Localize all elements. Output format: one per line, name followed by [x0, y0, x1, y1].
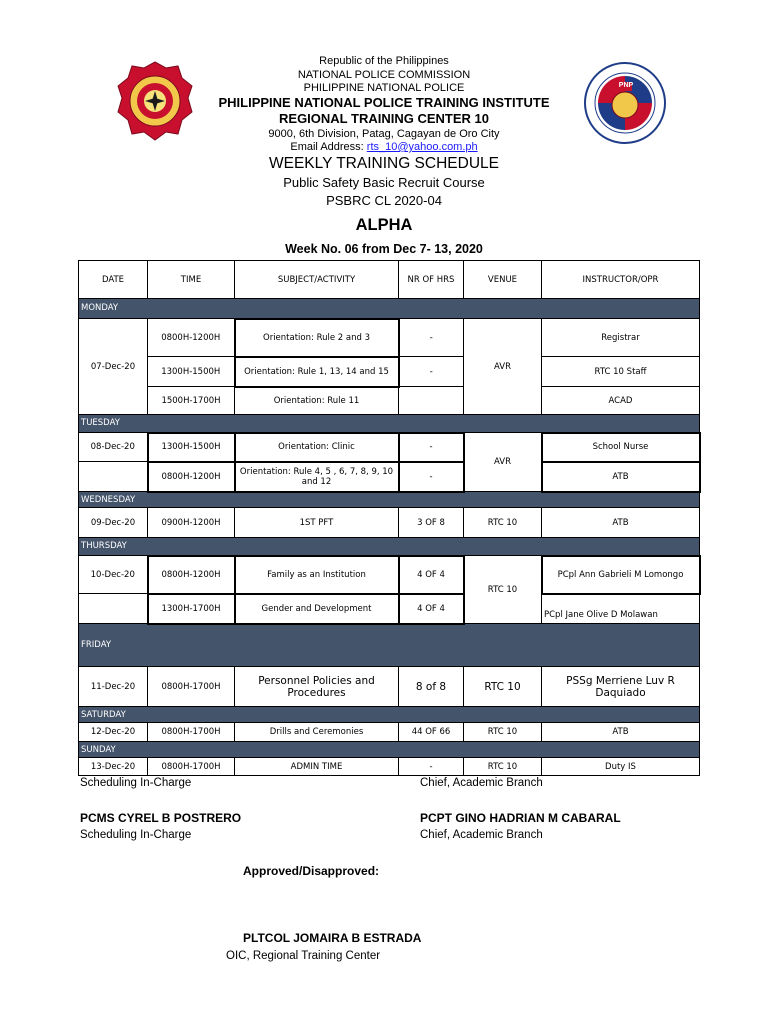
- day-row-monday: [79, 299, 700, 319]
- institute-title: PHILIPPINE NATIONAL POLICE TRAINING INSTITUTE: [218, 95, 550, 110]
- date-cell: 10-Dec-20: [79, 556, 148, 594]
- table-row: [79, 387, 700, 415]
- time-cell: 0800H-1700H: [148, 667, 235, 707]
- col-instructor: INSTRUCTOR/OPR: [542, 261, 700, 299]
- date-cell-empty: [79, 462, 148, 492]
- top-right-role: Chief, Academic Branch: [420, 777, 543, 789]
- table-row: [79, 508, 700, 538]
- day-label: FRIDAY: [79, 624, 700, 667]
- instructor-cell: PCpl Jane Olive D Molawan: [542, 594, 700, 624]
- col-subject: SUBJECT/ACTIVITY: [235, 261, 399, 299]
- col-date: DATE: [79, 261, 148, 299]
- day-row-thursday: [79, 538, 700, 556]
- table-row: [79, 433, 700, 462]
- table-header-row: [79, 261, 700, 299]
- schedule-table: [78, 260, 701, 776]
- email-link[interactable]: rts_10@yahoo.com.ph: [366, 141, 478, 153]
- time-cell: 1300H-1500H: [148, 357, 235, 387]
- table-row: [79, 594, 700, 624]
- subject-cell: Orientation: Rule 4, 5 , 6, 7, 8, 9, 10 and 12: [235, 462, 399, 492]
- subject-cell: ADMIN TIME: [235, 758, 399, 776]
- instructor-cell: ACAD: [542, 387, 700, 415]
- instructor-cell: ATB: [542, 508, 700, 538]
- instructor-cell: Registrar: [542, 319, 700, 357]
- chief-name: PCPT GINO HADRIAN M CABARAL: [420, 811, 621, 825]
- scheduling-name: PCMS CYREL B POSTRERO: [80, 811, 242, 825]
- subject-cell: Gender and Development: [235, 594, 399, 624]
- republic-line: Republic of the Philippines: [319, 55, 449, 67]
- hours-cell: -: [399, 319, 464, 357]
- table-row: [79, 462, 700, 492]
- col-venue: VENUE: [464, 261, 542, 299]
- time-cell: 1300H-1500H: [148, 433, 235, 462]
- hours-cell: 4 OF 4: [399, 594, 464, 624]
- date-cell: 11-Dec-20: [79, 667, 148, 707]
- hours-cell: 8 of 8: [399, 667, 464, 707]
- hours-cell: -: [399, 758, 464, 776]
- address: 9000, 6th Division, Patag, Cagayan de Oro City: [268, 128, 500, 140]
- right-logo-text: PNP: [618, 82, 634, 89]
- day-row-sunday: [79, 742, 700, 758]
- date-cell: 07-Dec-20: [79, 319, 148, 415]
- col-time: TIME: [148, 261, 235, 299]
- approver-role: OIC, Regional Training Center: [226, 950, 381, 962]
- subject-cell: Orientation: Rule 2 and 3: [235, 319, 399, 357]
- instructor-cell: RTC 10 Staff: [542, 357, 700, 387]
- course-name: Public Safety Basic Recruit Course: [283, 175, 485, 190]
- venue-cell: RTC 10: [464, 508, 542, 538]
- time-cell: 0800H-1200H: [148, 319, 235, 357]
- pnp-line: PHILIPPINE NATIONAL POLICE: [303, 82, 465, 94]
- time-cell: 0900H-1200H: [148, 508, 235, 538]
- subject-cell: Drills and Ceremonies: [235, 723, 399, 742]
- scheduling-role: Scheduling In-Charge: [80, 829, 192, 841]
- subject-cell: Orientation: Rule 11: [235, 387, 399, 415]
- day-label: SATURDAY: [79, 707, 700, 723]
- subject-cell: Family as an Institution: [235, 556, 399, 594]
- subject-cell: Orientation: Rule 1, 13, 14 and 15: [235, 357, 399, 387]
- table-row: [79, 319, 700, 357]
- hours-cell: 3 OF 8: [399, 508, 464, 538]
- subject-cell: Orientation: Clinic: [235, 433, 399, 462]
- hours-cell: [399, 387, 464, 415]
- day-label: SUNDAY: [79, 742, 700, 758]
- instructor-cell: School Nurse: [542, 433, 700, 462]
- venue-cell: RTC 10: [464, 723, 542, 742]
- table-row: [79, 357, 700, 387]
- col-hours: NR OF HRS: [399, 261, 464, 299]
- instructor-cell: PCpl Ann Gabrieli M Lomongo: [542, 556, 700, 594]
- napolcom-line: NATIONAL POLICE COMMISSION: [297, 69, 471, 81]
- day-row-friday: [79, 624, 700, 667]
- time-cell: 1500H-1700H: [148, 387, 235, 415]
- instructor-cell: Duty IS: [542, 758, 700, 776]
- venue-cell: RTC 10: [464, 758, 542, 776]
- email-line: [0, 140, 768, 154]
- day-row-tuesday: [79, 415, 700, 433]
- hours-cell: -: [399, 357, 464, 387]
- venue-cell: AVR: [464, 319, 542, 415]
- hours-cell: -: [399, 462, 464, 492]
- table-row: [79, 556, 700, 594]
- day-label: WEDNESDAY: [79, 492, 700, 508]
- table-row: [79, 758, 700, 776]
- date-cell: 12-Dec-20: [79, 723, 148, 742]
- venue-cell: AVR: [464, 433, 542, 492]
- chief-role: Chief, Academic Branch: [420, 829, 543, 841]
- time-cell: 0800H-1200H: [148, 556, 235, 594]
- instructor-cell: ATB: [542, 462, 700, 492]
- hours-cell: -: [399, 433, 464, 462]
- hours-cell: 44 OF 66: [399, 723, 464, 742]
- day-label: TUESDAY: [79, 415, 700, 433]
- day-row-wednesday: [79, 492, 700, 508]
- schedule-title: WEEKLY TRAINING SCHEDULE: [269, 155, 499, 172]
- time-cell: 0800H-1200H: [148, 462, 235, 492]
- email-label: Email Address:: [290, 141, 364, 153]
- subject-cell: 1ST PFT: [235, 508, 399, 538]
- section-name: ALPHA: [355, 216, 413, 234]
- center-title: REGIONAL TRAINING CENTER 10: [279, 111, 489, 126]
- table-row: [79, 667, 700, 707]
- day-label: THURSDAY: [79, 538, 700, 556]
- approval-label: Approved/Disapproved:: [243, 864, 380, 878]
- instructor-cell: PSSg Merriene Luv R Daquiado: [542, 667, 700, 707]
- day-label: MONDAY: [79, 299, 700, 319]
- class-code: PSBRC CL 2020-04: [326, 193, 442, 208]
- approver-name: PLTCOL JOMAIRA B ESTRADA: [243, 931, 422, 945]
- date-cell: 13-Dec-20: [79, 758, 148, 776]
- time-cell: 1300H-1700H: [148, 594, 235, 624]
- venue-cell: RTC 10: [464, 667, 542, 707]
- time-cell: 0800H-1700H: [148, 723, 235, 742]
- instructor-cell: ATB: [542, 723, 700, 742]
- table-row: [79, 723, 700, 742]
- date-cell: 08-Dec-20: [79, 433, 148, 462]
- time-cell: 0800H-1700H: [148, 758, 235, 776]
- date-cell: 09-Dec-20: [79, 508, 148, 538]
- top-left-role: Scheduling In-Charge: [80, 777, 192, 789]
- day-row-saturday: [79, 707, 700, 723]
- subject-cell: Personnel Policies and Procedures: [235, 667, 399, 707]
- venue-cell: RTC 10: [464, 556, 542, 624]
- date-cell-empty: [79, 594, 148, 624]
- hours-cell: 4 OF 4: [399, 556, 464, 594]
- week-line: Week No. 06 from Dec 7- 13, 2020: [285, 242, 483, 256]
